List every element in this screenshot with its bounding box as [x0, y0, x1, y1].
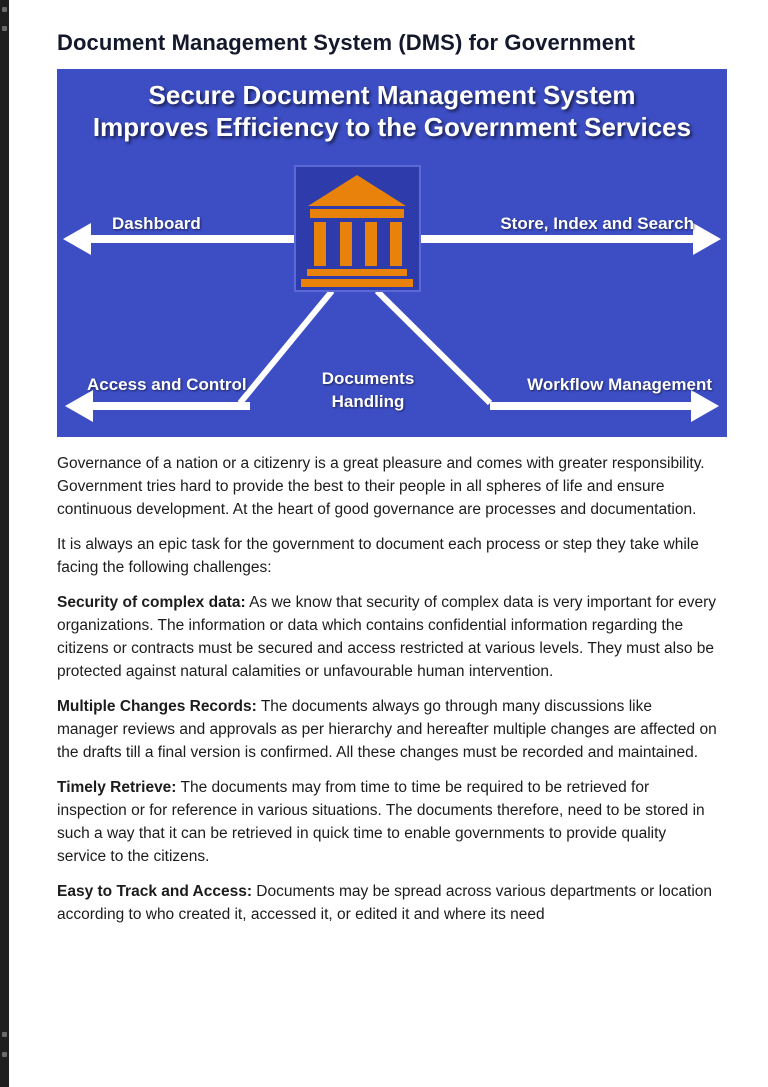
paragraph-text: As we know that security of complex data is very important for every organizations. The information or data which contains confidential information regarding the citizens or contracts must be secured and access restricted at various levels. They must also be protected against natural calamities or unfavourable human intervention. — [57, 594, 716, 680]
paragraph-text: The documents may from time to time be required to be retrieved for inspection or for reference in various situations. The documents therefore, need to be stored in such a way that it can be retrieved in quick time to enable governments to provide quality service to the citizens. — [57, 779, 705, 865]
label-workflow-management: Workflow Management — [527, 375, 712, 394]
diagram-heading-line2: Improves Efficiency to the Government Services — [92, 112, 692, 142]
paragraph-timely-retrieve — [57, 776, 717, 868]
label-store-index-search: Store, Index and Search — [500, 214, 694, 233]
edge-strip-mark — [2, 1032, 7, 1037]
paragraph-text: Documents may be spread across various departments or location according to who created it, accessed it, or edited it and where its need — [57, 883, 713, 923]
paragraph-lead: Security of complex data: — [57, 594, 246, 611]
page-title: Document Management System (DMS) for Government — [57, 30, 636, 55]
label-documents-line2: Handling — [331, 392, 405, 411]
edge-strip-mark — [2, 1052, 7, 1057]
paragraph-epic-task — [57, 533, 717, 579]
document-body — [57, 452, 717, 926]
paragraph-lead: Easy to Track and Access: — [57, 883, 252, 900]
label-documents-handling — [305, 367, 431, 413]
paragraph-text: Governance of a nation or a citizenry is a great pleasure and comes with greater responsibility. Government tries hard to provide the best to their people in all spheres of life and ensure continuous development. At the heart of good governance are processes and documentation. — [57, 455, 705, 518]
paragraph-lead: Timely Retrieve: — [57, 779, 177, 796]
dms-diagram-image — [57, 69, 727, 437]
paragraph-lead: Multiple Changes Records: — [57, 698, 257, 715]
label-dashboard: Dashboard — [112, 214, 201, 233]
paragraph-multiple-changes — [57, 695, 717, 764]
paragraph-security — [57, 591, 717, 683]
paragraph-track-access — [57, 880, 717, 926]
label-documents-line1: Documents — [321, 369, 415, 388]
paragraph-governance — [57, 452, 717, 521]
label-access-and-control: Access and Control — [87, 375, 247, 394]
diagram-heading-line1: Secure Document Management System — [148, 80, 636, 110]
paragraph-text: The documents always go through many discussions like manager reviews and approvals as per hierarchy and hereafter multiple changes are affected on the drafts till a final version is confirmed. All these changes must be recorded and maintained. — [57, 698, 717, 761]
paragraph-text: It is always an epic task for the government to document each process or step they take while facing the following challenges: — [57, 536, 699, 576]
diagram-heading — [57, 79, 727, 143]
